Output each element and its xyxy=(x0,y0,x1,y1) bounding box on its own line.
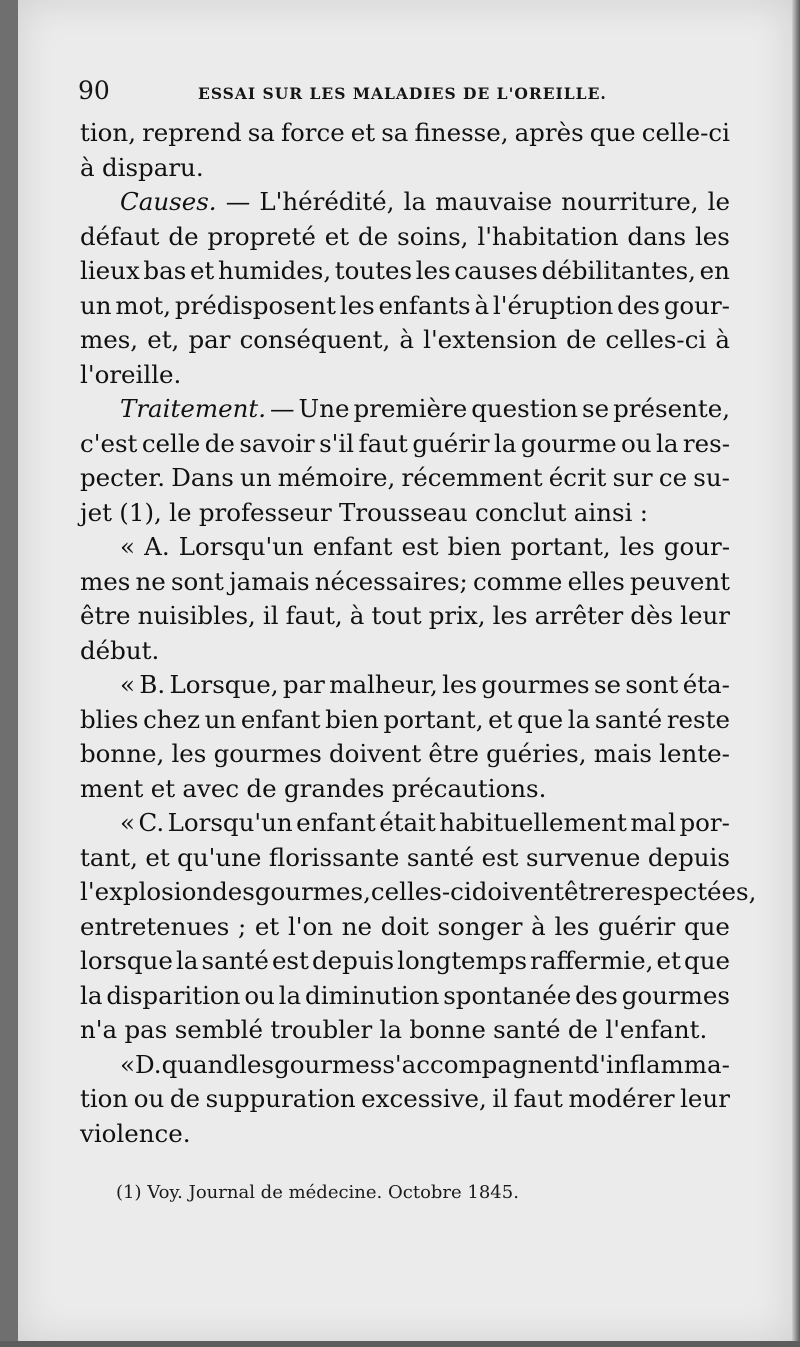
page-number: 90 xyxy=(78,76,110,105)
text-line: pecter. Dans un mémoire, récemment écrit sur ce su- xyxy=(80,463,730,492)
text-line: entretenues ; et l'on ne doit songer à les guérir que xyxy=(80,911,730,941)
text-line: l'oreille. xyxy=(80,359,182,389)
text-line: un mot, prédisposent les enfants à l'éruption des gour- xyxy=(80,290,730,320)
text-line: violence. xyxy=(80,1118,191,1148)
text-line: défaut de propreté et de soins, l'habitation dans les xyxy=(80,221,730,251)
text-line: la disparition ou la diminution spontanée des gourmes xyxy=(80,980,730,1010)
text-line: jet (1), le professeur Trousseau conclut ainsi : xyxy=(80,497,649,527)
text-line: Causes. — L'hérédité, la mauvaise nourriture, le xyxy=(120,187,730,216)
text-line: « B. Lorsque, par malheur, les gourmes se sont éta- xyxy=(120,670,730,699)
page-edge xyxy=(792,0,800,1347)
text-line: début. xyxy=(80,635,160,665)
text-line: Traitement. — Une première question se présente, xyxy=(120,394,730,423)
text-line: mes, et, par conséquent, à l'extension de celles-ci à xyxy=(80,325,730,354)
text-line: bonne, les gourmes doivent être guéries, mais lente- xyxy=(80,739,730,768)
text-line: lieux bas et humides, toutes les causes débilitantes, en xyxy=(80,256,730,285)
text-line: lorsque la santé est depuis longtemps raffermie, et que xyxy=(80,946,730,975)
page-header xyxy=(78,74,728,114)
text-line: « D. quand les gourmes s'accompagnent d'inflamma- xyxy=(120,1049,730,1079)
body-text xyxy=(80,116,757,1151)
text-line: blies chez un enfant bien portant, et que la santé reste xyxy=(80,704,730,734)
text-line: être nuisibles, il faut, à tout prix, les arrêter dès leur xyxy=(80,601,730,630)
text-line: tant, et qu'une florissante santé est survenue depuis xyxy=(80,842,730,872)
text-line: tion, reprend sa force et sa finesse, après que celle-ci xyxy=(80,118,730,147)
text-line: n'a pas semblé troubler la bonne santé de l'enfant. xyxy=(80,1015,708,1044)
running-title: ESSAI SUR LES MALADIES DE L'OREILLE. xyxy=(198,84,607,103)
text-line: tion ou de suppuration excessive, il faut modérer leur xyxy=(80,1084,730,1113)
page-bottom-edge xyxy=(0,1341,800,1347)
text-line: « C. Lorsqu'un enfant était habituellement mal por- xyxy=(120,808,730,837)
text-line: « A. Lorsqu'un enfant est bien portant, les gour- xyxy=(120,532,730,561)
text-line: à disparu. xyxy=(80,152,204,182)
footnote: (1) Voy. Journal de médecine. Octobre 1845. xyxy=(116,1182,519,1203)
text-line: mes ne sont jamais nécessaires; comme elles peuvent xyxy=(80,566,730,596)
text-line: l'explosion des gourmes, celles-ci doivent être respectées, xyxy=(80,877,757,906)
text-line: c'est celle de savoir s'il faut guérir la gourme ou la res- xyxy=(80,428,730,458)
text-line: ment et avec de grandes précautions. xyxy=(80,773,547,803)
